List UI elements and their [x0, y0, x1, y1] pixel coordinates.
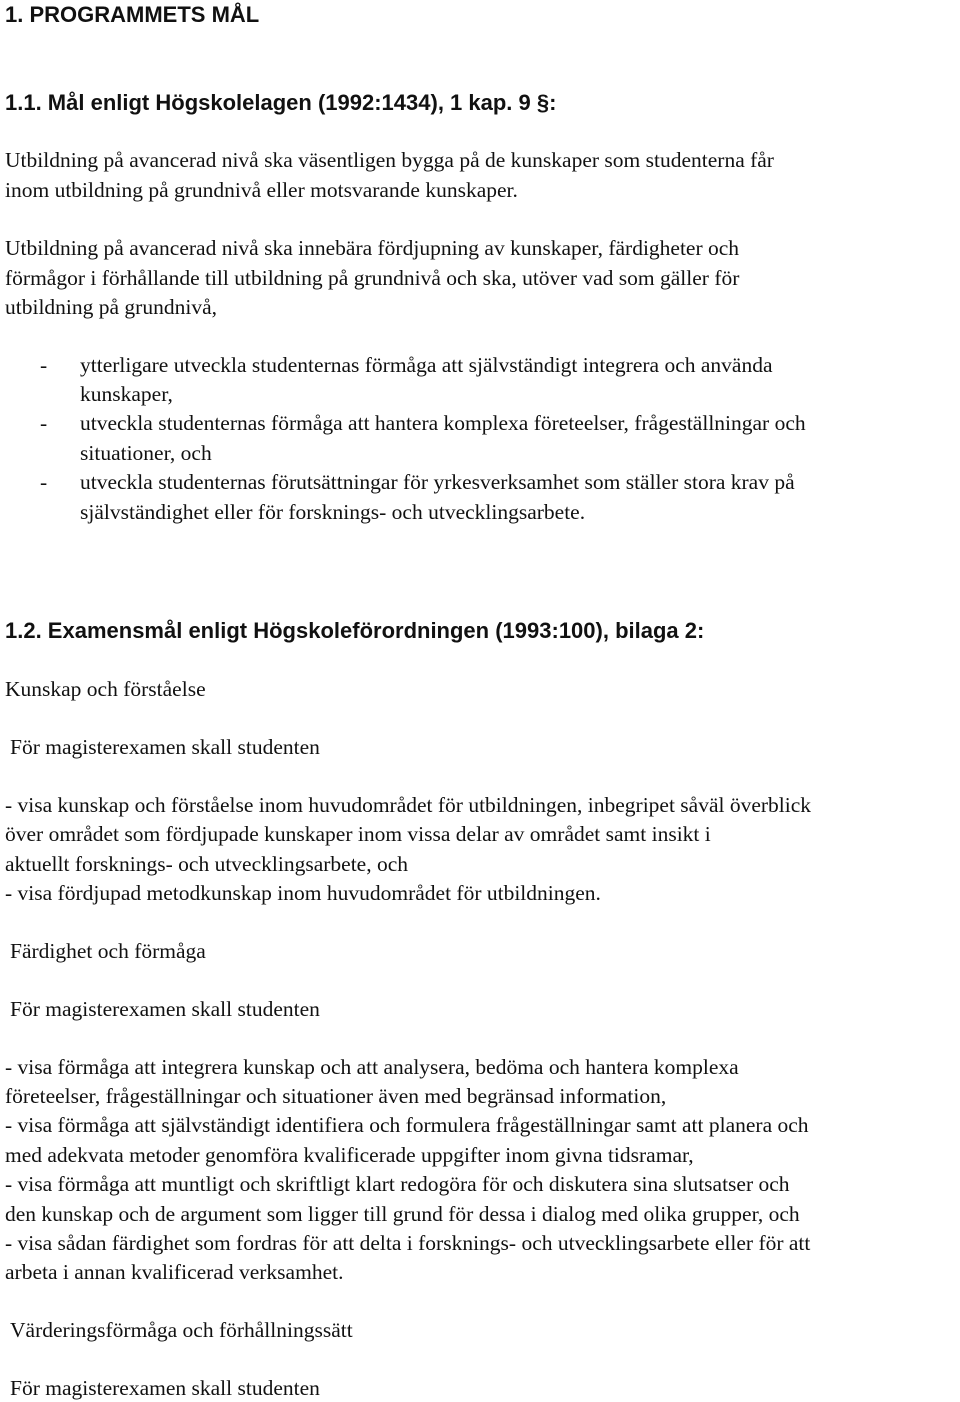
- subsection-title: Kunskap och förståelse: [5, 677, 206, 701]
- list-dash: -: [40, 470, 48, 494]
- subsection-intro: För magisterexamen skall studenten: [10, 1376, 320, 1400]
- subsection-intro: För magisterexamen skall studenten: [10, 735, 320, 759]
- section-heading-1-2: 1.2. Examensmål enligt Högskoleförordningen (1993:100), bilaga 2:: [5, 618, 705, 643]
- goal-line: - visa fördjupad metodkunskap inom huvudområdet för utbildningen.: [5, 881, 601, 905]
- goal-line: den kunskap och de argument som ligger till grund för dessa i dialog med olika grupper, och: [5, 1202, 800, 1226]
- subsection-title: Färdighet och förmåga: [10, 939, 206, 963]
- paragraph-line: Utbildning på avancerad nivå ska innebära fördjupning av kunskaper, färdigheter och: [5, 236, 740, 260]
- section-heading-1-1: 1.1. Mål enligt Högskolelagen (1992:1434), 1 kap. 9 §:: [5, 90, 557, 115]
- subsection-title: Värderingsförmåga och förhållningssätt: [10, 1318, 353, 1342]
- section-heading-1: 1. PROGRAMMETS MÅL: [5, 2, 260, 27]
- goal-line: - visa förmåga att muntligt och skriftligt klart redogöra för och diskutera sina slutsatser och: [5, 1172, 790, 1196]
- list-item-line: utveckla studenternas förutsättningar för yrkesverksamhet som ställer stora krav på: [80, 470, 795, 494]
- goal-line: - visa sådan färdighet som fordras för att delta i forsknings- och utvecklingsarbete eller för att: [5, 1231, 811, 1255]
- list-dash: -: [40, 411, 48, 435]
- goal-line: - visa förmåga att integrera kunskap och att analysera, bedöma och hantera komplexa: [5, 1055, 739, 1079]
- list-item-line: ytterligare utveckla studenternas förmåga att självständigt integrera och använda: [80, 353, 773, 377]
- list-item-line: kunskaper,: [80, 382, 173, 406]
- goal-line: med adekvata metoder genomföra kvalificerade uppgifter inom givna tidsramar,: [5, 1143, 694, 1167]
- paragraph-line: Utbildning på avancerad nivå ska väsentligen bygga på de kunskaper som studenterna får: [5, 148, 774, 172]
- list-item-line: situationer, och: [80, 441, 212, 465]
- paragraph-line: förmågor i förhållande till utbildning på grundnivå och ska, utöver vad som gäller för: [5, 266, 740, 290]
- list-item-line: självständighet eller för forsknings- och utvecklingsarbete.: [80, 500, 586, 524]
- paragraph-line: utbildning på grundnivå,: [5, 295, 217, 319]
- goal-line: aktuellt forsknings- och utvecklingsarbete, och: [5, 852, 409, 876]
- goal-line: över området som fördjupade kunskaper inom vissa delar av området samt insikt i: [5, 822, 711, 846]
- goal-line: - visa förmåga att självständigt identifiera och formulera frågeställningar samt att planera och: [5, 1113, 809, 1137]
- goal-line: arbeta i annan kvalificerad verksamhet.: [5, 1260, 344, 1284]
- goal-line: företeelser, frågeställningar och situationer även med begränsad information,: [5, 1084, 667, 1108]
- list-dash: -: [40, 353, 48, 377]
- paragraph-line: inom utbildning på grundnivå eller motsvarande kunskaper.: [5, 178, 518, 202]
- subsection-intro: För magisterexamen skall studenten: [10, 997, 320, 1021]
- goal-line: - visa kunskap och förståelse inom huvudområdet för utbildningen, inbegripet såväl överblick: [5, 793, 812, 817]
- list-item-line: utveckla studenternas förmåga att hantera komplexa företeelser, frågeställningar och: [80, 411, 806, 435]
